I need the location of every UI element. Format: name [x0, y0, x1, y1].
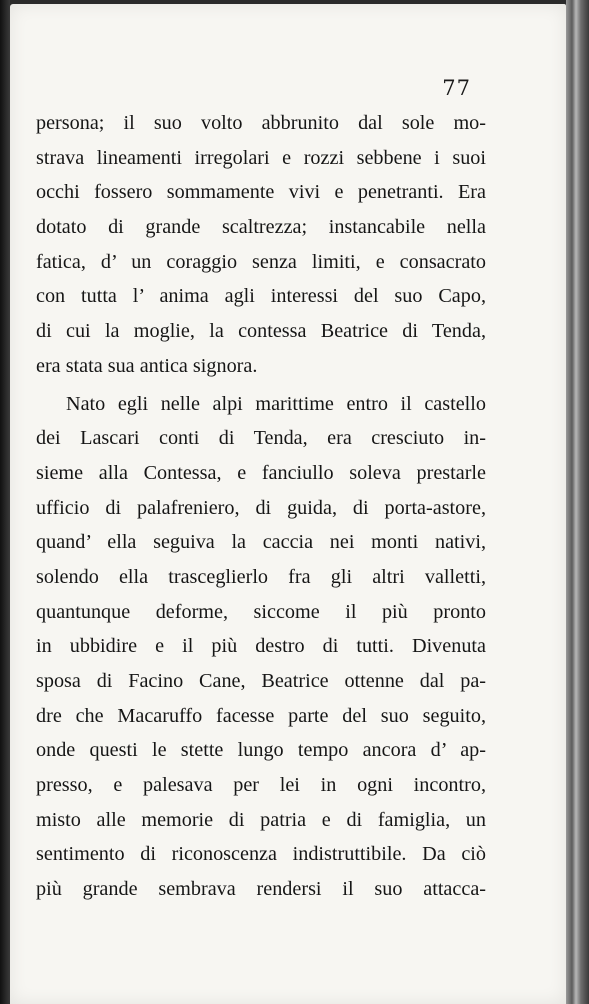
text-line: era stata sua antica signora.	[36, 354, 258, 377]
paragraph	[36, 387, 486, 907]
text-line: dei Lascari conti di Tenda, era cresciuto in-	[36, 427, 486, 450]
text-line: presso, e palesava per lei in ogni incontro,	[36, 774, 486, 797]
page-edges	[566, 0, 589, 1004]
text-line: persona; il suo volto abbrunito dal sole mo-	[36, 112, 486, 134]
text-line: occhi fossero sommamente vivi e penetranti. Era	[36, 181, 486, 204]
text-line: Nato egli nelle alpi marittime entro il castello	[66, 392, 486, 415]
paragraph	[36, 106, 486, 384]
text-line: dre che Macaruffo facesse parte del suo seguito,	[36, 704, 486, 727]
text-line: quand’ ella seguiva la caccia nei monti nativi,	[36, 531, 486, 554]
text-line: ufficio di palafreniero, di guida, di porta-astore,	[36, 496, 486, 519]
text-line: in ubbidire e il più destro di tutti. Divenuta	[36, 635, 486, 658]
body-text	[36, 106, 486, 907]
text-line: solendo ella trasceglierlo fra gli altri valletti,	[36, 565, 486, 588]
text-line: quantunque deforme, siccome il più pronto	[36, 600, 486, 623]
text-line: più grande sembrava rendersi il suo attacca-	[36, 878, 486, 901]
text-line: fatica, d’ un coraggio senza limiti, e consacrato	[36, 250, 486, 273]
text-line: strava lineamenti irregolari e rozzi sebbene i suoi	[36, 146, 486, 169]
text-line: misto alle memorie di patria e di famiglia, un	[36, 808, 486, 831]
text-line: di cui la moglie, la contessa Beatrice di Tenda,	[36, 320, 486, 343]
text-line: onde questi le stette lungo tempo ancora d’ ap-	[36, 739, 486, 762]
text-line: sentimento di riconoscenza indistruttibile. Da ciò	[36, 843, 486, 866]
text-line: sieme alla Contessa, e fanciullo soleva prestarle	[36, 461, 486, 484]
page-number: 77	[442, 76, 471, 100]
text-line: sposa di Facino Cane, Beatrice ottenne dal pa-	[36, 670, 486, 692]
binding-shadow	[0, 0, 10, 1004]
text-line: dotato di grande scaltrezza; instancabile nella	[36, 216, 486, 239]
text-line: con tutta l’ anima agli interessi del suo Capo,	[36, 285, 486, 308]
